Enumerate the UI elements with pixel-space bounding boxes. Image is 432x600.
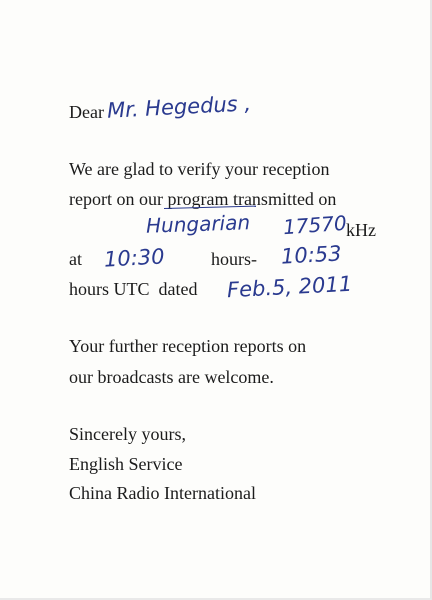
salutation-prefix: Dear (69, 102, 104, 122)
time-start-handwritten: 10:30 (103, 244, 166, 272)
closing-line2: English Service (69, 454, 183, 474)
para2-line2: our broadcasts are welcome. (69, 367, 274, 387)
hours-label: hours- (211, 249, 257, 269)
at-label: at (69, 249, 82, 269)
program-handwritten: Hungarian (145, 210, 251, 238)
addressee-handwritten: Mr. Hegedus , (106, 91, 252, 123)
closing-line1: Sincerely yours, (69, 424, 186, 444)
closing-line3: China Radio International (69, 483, 256, 503)
para1-line2: report on our program transmitted on (69, 189, 337, 209)
para1-line1: We are glad to verify your reception (69, 159, 330, 179)
para2-line1: Your further reception reports on (69, 336, 307, 356)
frequency-unit: kHz (346, 220, 376, 240)
time-end-handwritten: 10:53 (280, 241, 343, 269)
frequency-handwritten: 17570 (282, 210, 348, 240)
date-handwritten: Feb.5, 2011 (226, 271, 353, 303)
hours-utc-dated-label: hours UTC dated (69, 279, 198, 299)
